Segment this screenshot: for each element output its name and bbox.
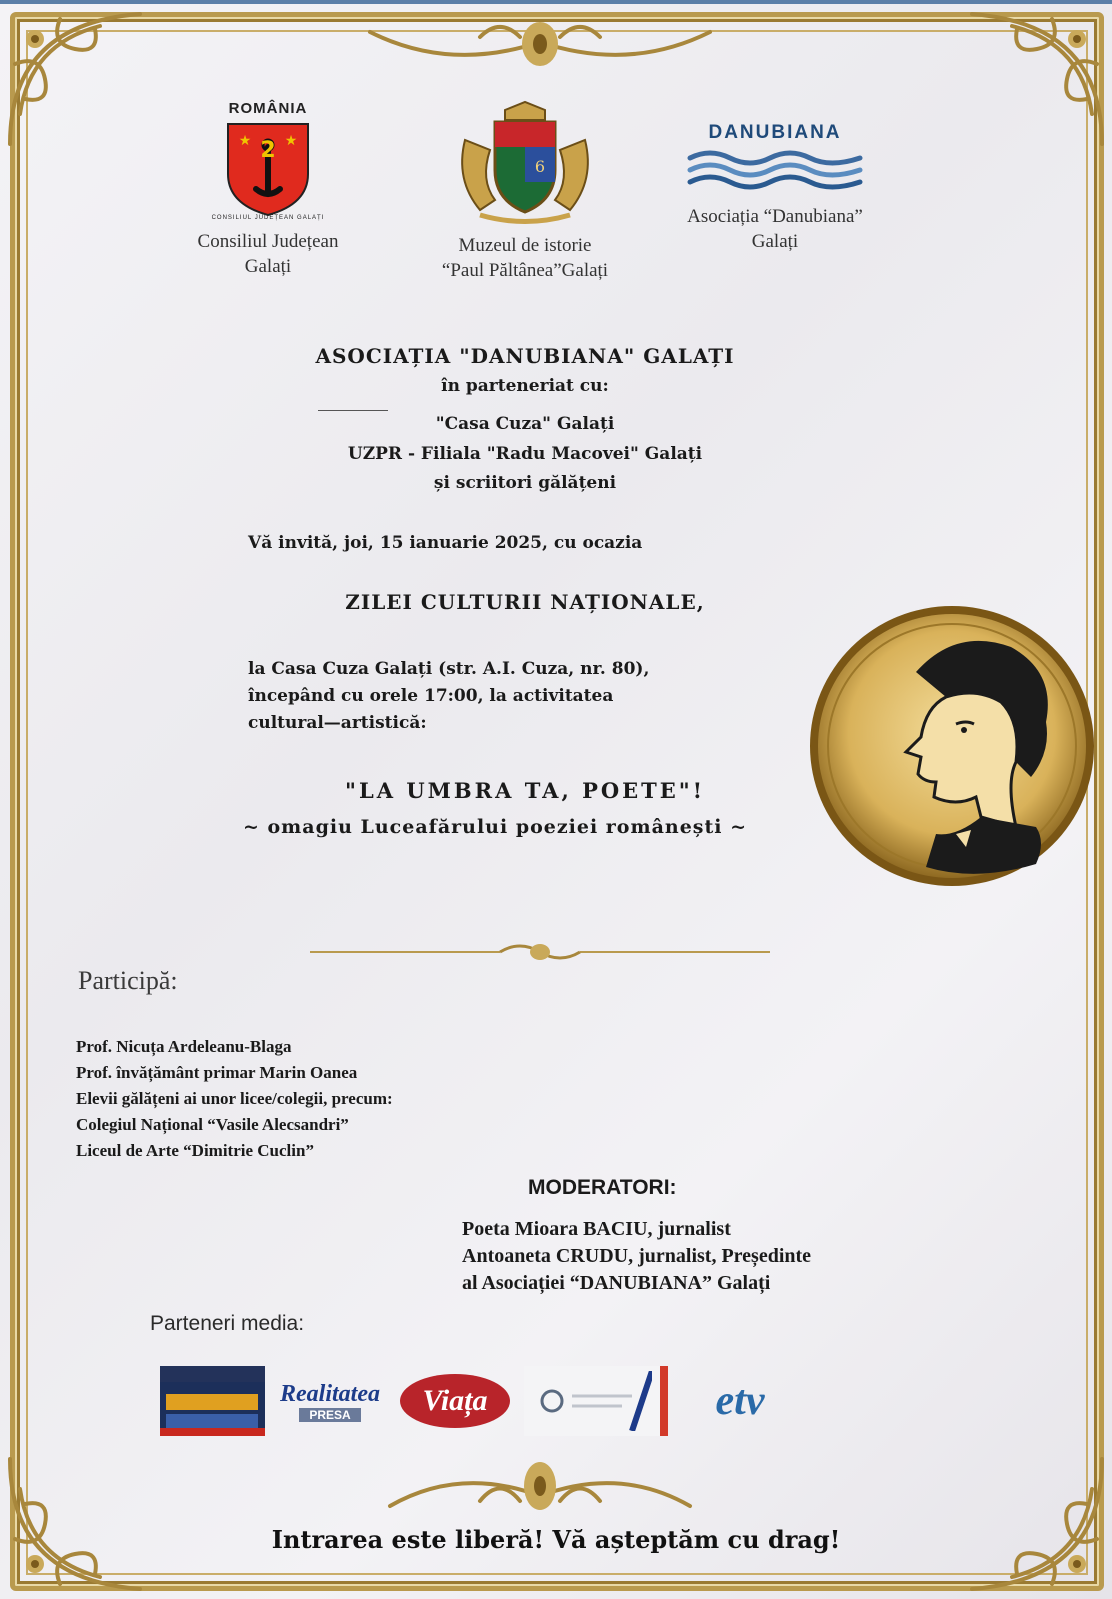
partner-scriitori: și scriitori gălățeni — [433, 473, 617, 493]
impact-logo-icon — [160, 1366, 265, 1436]
consiliul-label-line2: Galați — [244, 256, 292, 277]
svg-text:★: ★ — [284, 133, 298, 149]
participants-heading: Participă: — [78, 966, 178, 995]
svg-text:2: 2 — [260, 138, 276, 163]
participant-item: Prof. învățământ primar Marin Oanea — [76, 1063, 358, 1082]
media-logo-realitatea — [272, 1366, 388, 1436]
invitation-page — [0, 4, 1112, 1599]
logo-muzeul-de-istorie — [410, 100, 640, 283]
danubiana-label-line1: Asociația “Danubiana” — [687, 206, 863, 227]
viata-logo-text: Viața — [400, 1374, 510, 1428]
free-entry-footer: Intrarea este liberă! Vă așteptăm cu drag! — [271, 1525, 841, 1554]
svg-text:★: ★ — [238, 133, 252, 149]
svg-text:6: 6 — [534, 157, 546, 176]
media-logo-etv — [680, 1366, 800, 1436]
museum-coat-of-arms-icon — [450, 100, 600, 225]
participants-list — [76, 1034, 393, 1164]
invitation-line: Vă invită, joi, 15 ianuarie 2025, cu ocazia — [248, 533, 643, 553]
romania-label: ROMÂNIA — [228, 100, 308, 117]
moderator-item: Antoaneta CRUDU, jurnalist, Președinte — [462, 1245, 812, 1267]
partner-casa-cuza: "Casa Cuza" Galați — [435, 414, 615, 434]
participant-item: Colegiul Național “Vasile Alecsandri” — [76, 1115, 349, 1134]
channel-logo-icon — [532, 1371, 652, 1431]
participant-item: Liceul de Arte “Dimitrie Cuclin” — [76, 1141, 314, 1160]
short-rule — [318, 410, 388, 411]
media-logo-partner-channel — [524, 1366, 668, 1436]
danubiana-logo-text: DANUBIANA — [708, 122, 842, 143]
danubiana-label-line2: Galați — [751, 231, 799, 252]
moderator-item: al Asociației “DANUBIANA” Galați — [462, 1272, 771, 1294]
corner-ornament-icon — [962, 1449, 1112, 1599]
bottom-flourish-icon — [380, 1446, 700, 1526]
moderators-heading: MODERATORI: — [528, 1176, 677, 1199]
gold-divider-icon — [300, 940, 780, 964]
corner-ornament-icon — [0, 1449, 150, 1599]
partnership-line: în parteneriat cu: — [441, 376, 609, 396]
venue-line1: la Casa Cuza Galați (str. A.I. Cuza, nr. 80), — [248, 659, 650, 679]
etv-logo-text: etv — [715, 1378, 765, 1424]
danubiana-waves-icon — [685, 146, 865, 196]
top-flourish-icon — [360, 12, 720, 82]
muzeul-label-line2: “Paul Păltânea”Galați — [441, 260, 609, 281]
county-seal-text: CONSILIUL JUDEȚEAN GALAȚI — [211, 215, 325, 221]
venue-line2: începând cu orele 17:00, la activitatea — [248, 686, 614, 706]
logo-consiliul-judetean — [168, 100, 368, 279]
venue-line3: cultural—artistică: — [248, 713, 427, 733]
realitatea-logo-text: Realitatea — [280, 1380, 380, 1407]
presa-logo-text: PRESA — [299, 1408, 360, 1422]
consiliul-label-line1: Consiliul Județean — [197, 231, 339, 252]
participant-item: Prof. Nicuța Ardeleanu-Blaga — [76, 1037, 292, 1056]
media-logo-impact — [160, 1366, 265, 1436]
occasion-title: ZILEI CULTURII NAȚIONALE, — [345, 590, 705, 614]
media-logo-viata — [398, 1366, 512, 1436]
eminescu-medallion-icon — [806, 602, 1098, 890]
participant-item: Elevii gălățeni ai unor licee/colegii, precum: — [76, 1089, 393, 1108]
corner-ornament-icon — [0, 4, 150, 154]
corner-ornament-icon — [962, 4, 1112, 154]
partner-uzpr: UZPR - Filiala "Radu Macovei" Galați — [347, 444, 703, 464]
county-coat-of-arms-icon — [223, 119, 313, 219]
organizer-name: ASOCIAȚIA "DANUBIANA" GALAȚI — [315, 344, 735, 368]
moderator-item: Poeta Mioara BACIU, jurnalist — [462, 1218, 731, 1240]
event-subtitle: ~ omagiu Luceafărului poeziei românești ~ — [242, 816, 748, 838]
media-partners-heading: Parteneri media: — [150, 1312, 305, 1335]
muzeul-label-line1: Muzeul de istorie — [458, 235, 592, 256]
event-title: "LA UMBRA TA, POETE"! — [345, 778, 705, 803]
logo-danubiana — [650, 122, 900, 254]
moderators-list — [462, 1216, 811, 1297]
